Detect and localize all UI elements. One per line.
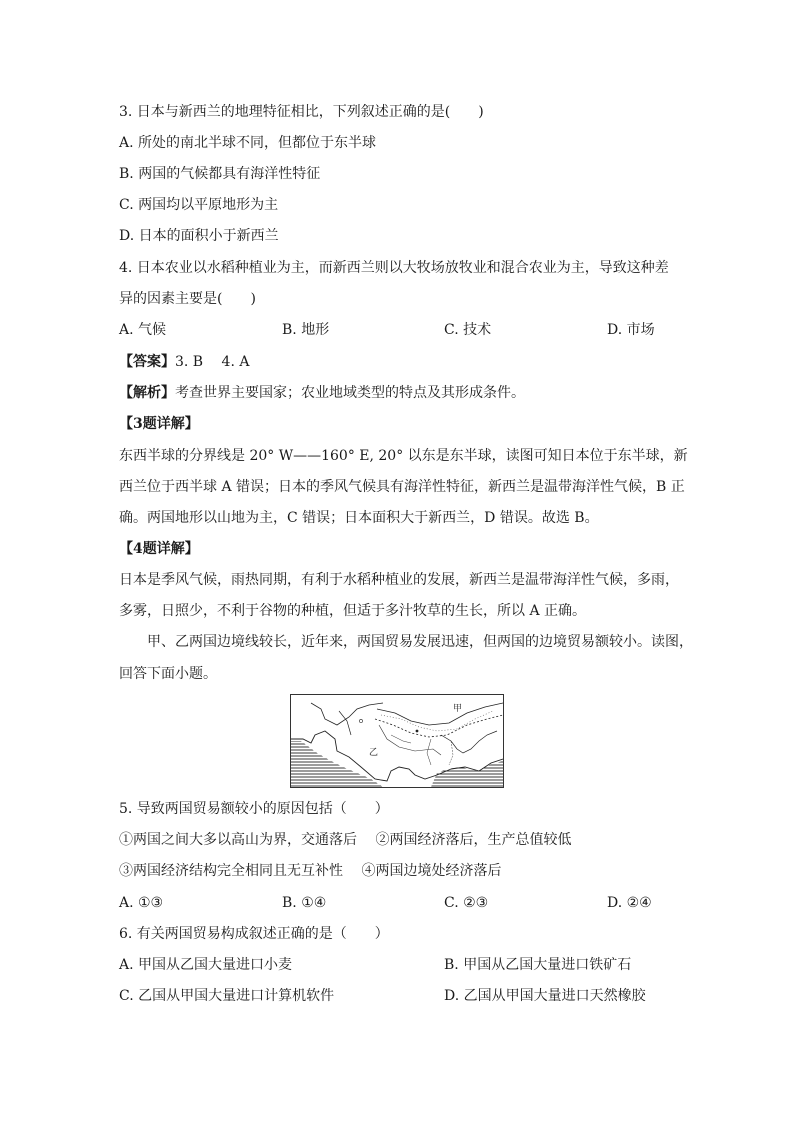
detail4-heading: 【4题详解】 <box>119 541 199 557</box>
q4-option-d: D. 市场 <box>607 322 655 338</box>
q3-option-c: C. 两国均以平原地形为主 <box>119 197 279 213</box>
q6-option-b: B. 甲国从乙国大量进口铁矿石 <box>444 957 632 973</box>
q4-option-c: C. 技术 <box>444 322 492 338</box>
analysis-line <box>119 383 525 403</box>
analysis-text: 考查世界主要国家；农业地域类型的特点及其形成条件。 <box>175 385 525 401</box>
map-label-jia: 甲 <box>453 704 463 714</box>
q4-option-b: B. 地形 <box>282 322 330 338</box>
q6-stem: 6. 有关两国贸易构成叙述正确的是（ ） <box>119 926 389 942</box>
q4-options <box>119 320 679 340</box>
q6-option-d: D. 乙国从甲国大量进口天然橡胶 <box>444 988 646 1004</box>
q6-options-row2 <box>119 986 679 1006</box>
q5-stem: 5. 导致两国贸易额较小的原因包括（ ） <box>119 801 389 817</box>
detail3-line: 东西半球的分界线是 20° W——160° E, 20° 以东是东半球，读图可知日本位于东半球，新 <box>119 448 688 464</box>
border-map-graphic <box>291 695 503 787</box>
detail3-line: 确。两国地形以山地为主，C 错误；日本面积大于新西兰，D 错误。故选 B。 <box>119 510 599 526</box>
detail4-line: 多雾，日照少，不利于谷物的种植，但适于多汁牧草的生长，所以 A 正确。 <box>119 603 587 619</box>
q3-option-d: D. 日本的面积小于新西兰 <box>119 228 279 244</box>
q3-option-a: A. 所处的南北半球不同，但都位于东半球 <box>119 135 377 151</box>
q4-stem-line2: 异的因素主要是( ) <box>119 291 256 307</box>
q5-statement-line: ①两国之间大多以高山为界，交通落后 ②两国经济落后，生产总值较低 <box>119 832 572 848</box>
answer-label: 【答案】 <box>119 354 175 370</box>
analysis-label: 【解析】 <box>119 385 175 401</box>
q4-option-a: A. 气候 <box>119 322 167 338</box>
q6-options-row1 <box>119 955 679 975</box>
q5-options <box>119 893 679 913</box>
map-label-yi: 乙 <box>369 748 379 758</box>
q5-option-d: D. ②④ <box>607 895 652 911</box>
q5-statement-line: ③两国经济结构完全相同且无互补性 ④两国边境处经济落后 <box>119 863 502 879</box>
border-map-figure <box>290 694 504 788</box>
q4-stem-line1: 4. 日本农业以水稻种植业为主，而新西兰则以大牧场放牧业和混合农业为主，导致这种差 <box>119 260 669 276</box>
q3-stem: 3. 日本与新西兰的地理特征相比，下列叙述正确的是( ) <box>119 104 484 120</box>
q6-option-a: A. 甲国从乙国大量进口小麦 <box>119 957 293 973</box>
q6-option-c: C. 乙国从甲国大量进口计算机软件 <box>119 988 335 1004</box>
intro-line: 回答下面小题。 <box>119 666 217 682</box>
answer-text: 3. B 4. A <box>175 354 250 370</box>
q5-option-c: C. ②③ <box>444 895 489 911</box>
answer-line <box>119 352 249 372</box>
detail3-line: 西兰位于西半球 A 错误；日本的季风气候具有海洋性特征，新西兰是温带海洋性气候，B 正 <box>119 479 685 495</box>
q3-option-b: B. 两国的气候都具有海洋性特征 <box>119 166 321 182</box>
detail4-line: 日本是季风气候，雨热同期，有利于水稻种植业的发展，新西兰是温带海洋性气候，多雨， <box>119 572 679 588</box>
intro-line: 甲、乙两国边境线较长，近年来，两国贸易发展迅速，但两国的边境贸易额较小。读图， <box>119 634 693 650</box>
q5-option-a: A. ①③ <box>119 895 164 911</box>
detail3-heading: 【3题详解】 <box>119 416 199 432</box>
q5-option-b: B. ①④ <box>282 895 327 911</box>
